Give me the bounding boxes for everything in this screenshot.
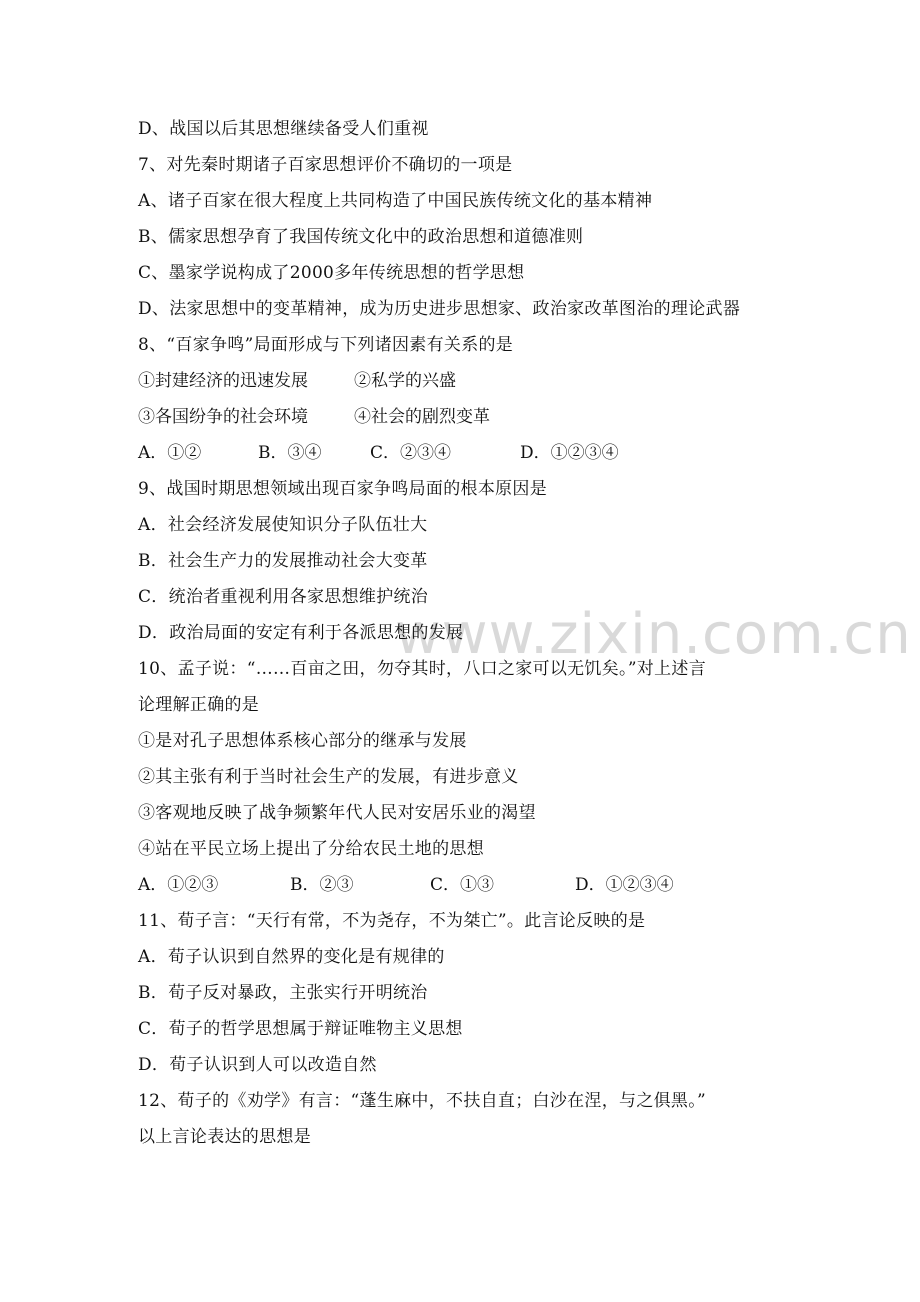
question-7-stem: 7、对先秦时期诸子百家思想评价不确切的一项是: [138, 155, 513, 175]
question-8-item-1: ①封建经济的迅速发展: [138, 371, 308, 391]
question-8-option-a: A．①②: [138, 443, 202, 463]
question-10-option-b: B．②③: [290, 875, 354, 895]
question-10-stem: 10、孟子说：“……百亩之田，勿夺其时，八口之家可以无饥矣。”对上述言: [138, 659, 707, 679]
question-11-option-c: C．荀子的哲学思想属于辩证唯物主义思想: [138, 1019, 463, 1039]
watermark: www.zixin.com.cn: [395, 602, 912, 667]
question-10-option-a: A．①②③: [138, 875, 219, 895]
question-9-option-a: A．社会经济发展使知识分子队伍壮大: [138, 515, 428, 535]
question-8-item-4: ④社会的剧烈变革: [354, 407, 490, 427]
question-10-option-d: D．①②③④: [575, 875, 674, 895]
question-10-option-c: C．①③: [430, 875, 495, 895]
question-8-stem: 8、“百家争鸣”局面形成与下列诸因素有关系的是: [138, 335, 514, 355]
question-8-option-d: D．①②③④: [520, 443, 619, 463]
question-11-option-a: A．荀子认识到自然界的变化是有规律的: [138, 947, 445, 967]
question-11-option-d: D．荀子认识到人可以改造自然: [138, 1055, 377, 1075]
question-8-item-2: ②私学的兴盛: [354, 371, 456, 391]
question-9-option-c: C．统治者重视利用各家思想维护统治: [138, 587, 429, 607]
question-12-stem-cont: 以上言论表达的思想是: [138, 1127, 311, 1147]
question-8-item-3: ③各国纷争的社会环境: [138, 407, 308, 427]
question-10-item-4: ④站在平民立场上提出了分给农民土地的思想: [138, 839, 484, 859]
question-11-stem: 11、荀子言：“天行有常，不为尧存，不为桀亡”。此言论反映的是: [138, 911, 646, 931]
question-11-option-b: B．荀子反对暴政，主张实行开明统治: [138, 983, 428, 1003]
question-12-stem: 12、荀子的《劝学》有言：“蓬生麻中，不扶自直；白沙在涅，与之俱黑。”: [138, 1091, 707, 1111]
question-7-option-c: C、墨家学说构成了2000多年传统思想的哲学思想: [138, 263, 525, 283]
question-10-item-2: ②其主张有利于当时社会生产的发展，有进步意义: [138, 767, 519, 787]
question-8-option-b: B．③④: [258, 443, 322, 463]
question-7-option-d: D、法家思想中的变革精神，成为历史进步思想家、政治家改革图治的理论武器: [138, 299, 741, 319]
question-10-item-3: ③客观地反映了战争频繁年代人民对安居乐业的渴望: [138, 803, 536, 823]
text-line: D、战国以后其思想继续备受人们重视: [138, 119, 429, 139]
question-10-item-1: ①是对孔子思想体系核心部分的继承与发展: [138, 731, 467, 751]
question-9-option-b: B．社会生产力的发展推动社会大变革: [138, 551, 428, 571]
question-7-option-b: B、儒家思想孕育了我国传统文化中的政治思想和道德准则: [138, 227, 584, 247]
question-10-stem-cont: 论理解正确的是: [138, 695, 260, 715]
question-7-option-a: A、诸子百家在很大程度上共同构造了中国民族传统文化的基本精神: [138, 191, 653, 211]
question-9-option-d: D．政治局面的安定有利于各派思想的发展: [138, 623, 464, 643]
question-8-option-c: C．②③④: [370, 443, 452, 463]
question-9-stem: 9、战国时期思想领域出现百家争鸣局面的根本原因是: [138, 479, 548, 499]
